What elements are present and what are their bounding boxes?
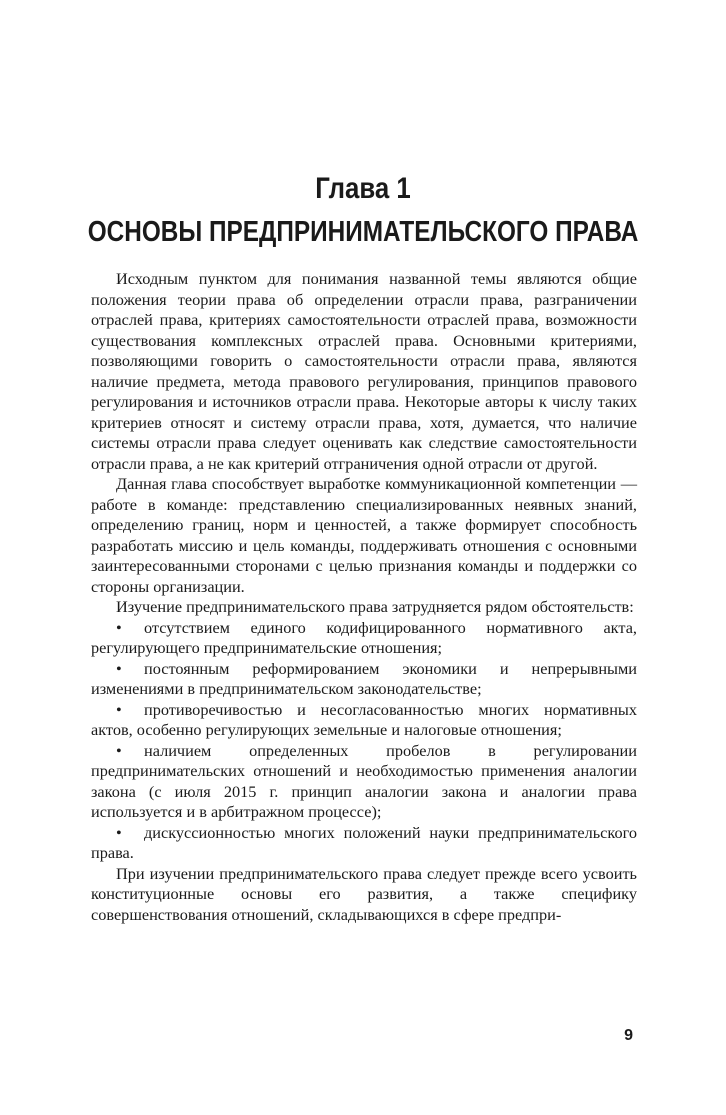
bullet-text: дискуссионностью многих положений науки предпринимательского права. bbox=[91, 822, 637, 862]
bullet-icon: • bbox=[116, 617, 122, 637]
paragraph-competence: Данная глава способствует выработке коммуникационной компетенции — работе в команде: представлению специализированных неявных знаний, определению границ, норм и ценностей, а также формирует способность разработать миссию и цель команды, поддерживать отношения с основными заинтересованными сторонами с целью признания команды и поддержки со стороны организации. bbox=[91, 474, 637, 596]
bullet-icon: • bbox=[116, 740, 122, 760]
bullet-item bbox=[91, 700, 637, 741]
body-text bbox=[91, 269, 637, 925]
bullet-icon: • bbox=[116, 822, 122, 842]
paragraph-study: При изучении предпринимательского права следует прежде всего усвоить конституционные основы его развития, а также специфику совершенствования отношений, складывающихся в сфере предпри- bbox=[91, 863, 637, 924]
page-number: 9 bbox=[624, 1027, 633, 1044]
bullet-item bbox=[91, 741, 637, 823]
bullet-icon: • bbox=[116, 699, 122, 719]
chapter-label: Глава 1 bbox=[315, 172, 411, 205]
bullet-text: наличием определенных пробелов в регулировании предпринимательских отношений и необходимостью применения аналогии закона (с июля 2015 г. принцип аналогии закона и аналогии права используется и в арбитражном процессе); bbox=[91, 740, 637, 821]
paragraph-difficulties: Изучение предпринимательского права затрудняется рядом обстоятельств: bbox=[116, 597, 634, 616]
bullet-item bbox=[91, 618, 637, 659]
chapter-title: ОСНОВЫ ПРЕДПРИНИМАТЕЛЬСКОГО ПРАВА bbox=[87, 216, 639, 248]
bullet-text: противоречивостью и несогласованностью многих нормативных актов, особенно регулирующих земельные и налоговые отношения; bbox=[91, 699, 637, 739]
bullet-text: постоянным реформированием экономики и непрерывными изменениями в предпринимательском законодательстве; bbox=[91, 658, 637, 698]
paragraph-intro: Исходным пунктом для понимания названной темы являются общие положения теории права об определении отрасли права, разграничении отраслей права, критериях самостоятельности отраслей права, возможности существования комплексных отраслей права. Основными критериями, позволяющими говорить о самостоятельности отрасли права, являются наличие предмета, метода правового регулирования, принципов правового регулирования и источников отрасли права. Некоторые авторы к числу таких критериев относят и систему отрасли права, хотя, думается, что наличие системы отрасли права следует оценивать как следствие самостоятельности отрасли права, а не как критерий отграничения одной отрасли от другой. bbox=[91, 269, 637, 473]
bullet-text: отсутствием единого кодифицированного нормативного акта, регулирующего предпринимательские отношения; bbox=[91, 617, 637, 657]
bullet-item bbox=[91, 823, 637, 864]
bullet-icon: • bbox=[116, 658, 122, 678]
bullet-item bbox=[91, 659, 637, 700]
